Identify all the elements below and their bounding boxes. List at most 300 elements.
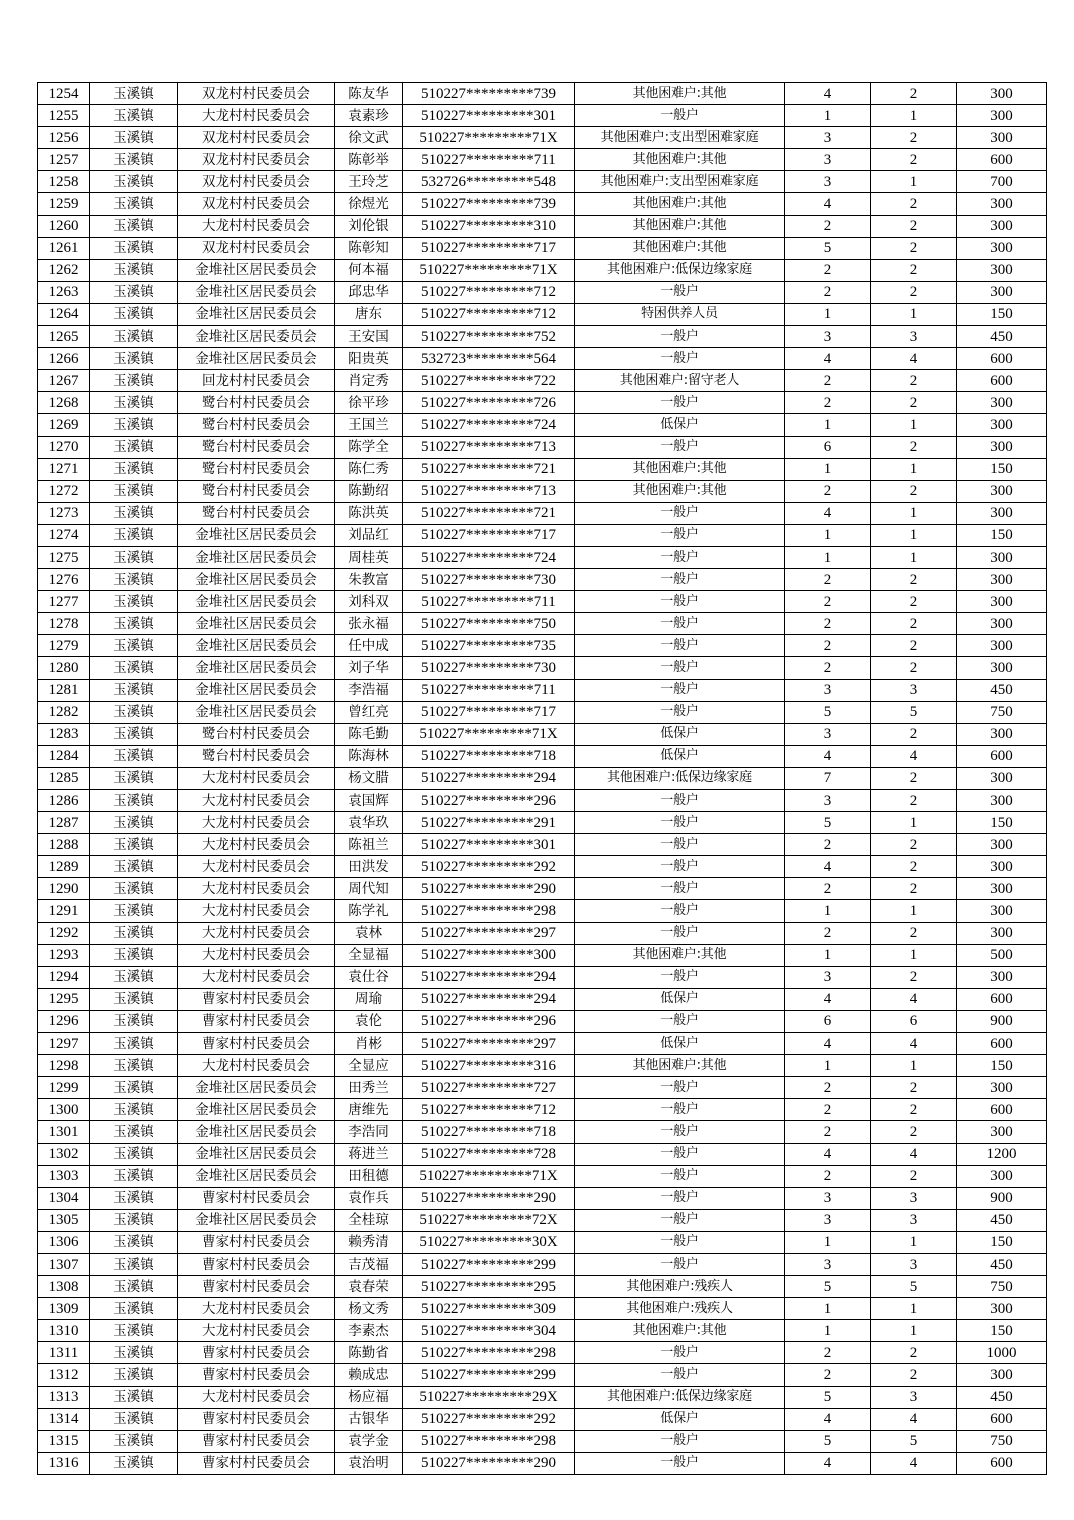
township-cell: 玉溪镇	[90, 1055, 178, 1077]
family-size-cell: 1	[785, 458, 871, 480]
id-number-cell: 510227*********730	[403, 569, 575, 591]
township-cell: 玉溪镇	[90, 1364, 178, 1386]
amount-cell: 300	[957, 922, 1047, 944]
committee-cell: 大龙村村民委员会	[178, 1386, 335, 1408]
table-row	[38, 326, 1047, 348]
row-number-cell: 1262	[38, 259, 90, 281]
township-cell: 玉溪镇	[90, 966, 178, 988]
township-cell: 玉溪镇	[90, 1231, 178, 1253]
household-type-cell: 一般户	[575, 1231, 785, 1253]
amount-cell: 750	[957, 1430, 1047, 1452]
aided-count-cell: 2	[871, 591, 957, 613]
row-number-cell: 1284	[38, 745, 90, 767]
person-name-cell: 刘子华	[335, 657, 403, 679]
family-size-cell: 3	[785, 171, 871, 193]
committee-cell: 鹭台村村民委员会	[178, 745, 335, 767]
row-number-cell: 1273	[38, 502, 90, 524]
table-row	[38, 812, 1047, 834]
id-number-cell: 510227*********713	[403, 436, 575, 458]
aided-count-cell: 1	[871, 944, 957, 966]
amount-cell: 600	[957, 1099, 1047, 1121]
household-type-cell: 一般户	[575, 1187, 785, 1209]
household-type-cell: 一般户	[575, 348, 785, 370]
family-size-cell: 3	[785, 326, 871, 348]
committee-cell: 曹家村村民委员会	[178, 1342, 335, 1364]
row-number-cell: 1287	[38, 812, 90, 834]
id-number-cell: 510227*********301	[403, 105, 575, 127]
person-name-cell: 赖成忠	[335, 1364, 403, 1386]
family-size-cell: 2	[785, 1364, 871, 1386]
family-size-cell: 4	[785, 83, 871, 105]
committee-cell: 金堆社区居民委员会	[178, 259, 335, 281]
family-size-cell: 3	[785, 1253, 871, 1275]
id-number-cell: 510227*********296	[403, 790, 575, 812]
township-cell: 玉溪镇	[90, 127, 178, 149]
family-size-cell: 4	[785, 1452, 871, 1474]
row-number-cell: 1272	[38, 480, 90, 502]
aided-count-cell: 5	[871, 1430, 957, 1452]
amount-cell: 750	[957, 1276, 1047, 1298]
household-type-cell: 低保户	[575, 414, 785, 436]
family-size-cell: 2	[785, 1342, 871, 1364]
amount-cell: 300	[957, 1364, 1047, 1386]
person-name-cell: 蒋进兰	[335, 1143, 403, 1165]
amount-cell: 1000	[957, 1342, 1047, 1364]
amount-cell: 300	[957, 215, 1047, 237]
table-row	[38, 171, 1047, 193]
row-number-cell: 1299	[38, 1077, 90, 1099]
township-cell: 玉溪镇	[90, 171, 178, 193]
table-row	[38, 105, 1047, 127]
amount-cell: 300	[957, 105, 1047, 127]
township-cell: 玉溪镇	[90, 1209, 178, 1231]
person-name-cell: 张永福	[335, 613, 403, 635]
amount-cell: 300	[957, 1298, 1047, 1320]
person-name-cell: 陈洪英	[335, 502, 403, 524]
household-type-cell: 一般户	[575, 1077, 785, 1099]
id-number-cell: 510227*********299	[403, 1364, 575, 1386]
township-cell: 玉溪镇	[90, 414, 178, 436]
township-cell: 玉溪镇	[90, 878, 178, 900]
aided-count-cell: 2	[871, 922, 957, 944]
id-number-cell: 510227*********296	[403, 1010, 575, 1032]
committee-cell: 金堆社区居民委员会	[178, 326, 335, 348]
row-number-cell: 1316	[38, 1452, 90, 1474]
aided-count-cell: 4	[871, 745, 957, 767]
family-size-cell: 2	[785, 1099, 871, 1121]
id-number-cell: 510227*********712	[403, 1099, 575, 1121]
township-cell: 玉溪镇	[90, 281, 178, 303]
person-name-cell: 肖彬	[335, 1033, 403, 1055]
person-name-cell: 陈学全	[335, 436, 403, 458]
family-size-cell: 2	[785, 281, 871, 303]
household-type-cell: 一般户	[575, 1430, 785, 1452]
amount-cell: 300	[957, 546, 1047, 568]
person-name-cell: 徐文武	[335, 127, 403, 149]
aided-count-cell: 2	[871, 83, 957, 105]
id-number-cell: 510227*********71X	[403, 1165, 575, 1187]
amount-cell: 300	[957, 767, 1047, 789]
id-number-cell: 510227*********750	[403, 613, 575, 635]
committee-cell: 金堆社区居民委员会	[178, 281, 335, 303]
aided-count-cell: 2	[871, 657, 957, 679]
row-number-cell: 1308	[38, 1276, 90, 1298]
person-name-cell: 李素杰	[335, 1320, 403, 1342]
household-type-cell: 一般户	[575, 502, 785, 524]
aided-count-cell: 2	[871, 723, 957, 745]
table-row	[38, 436, 1047, 458]
table-row	[38, 1055, 1047, 1077]
row-number-cell: 1282	[38, 701, 90, 723]
family-size-cell: 3	[785, 723, 871, 745]
amount-cell: 300	[957, 569, 1047, 591]
committee-cell: 金堆社区居民委员会	[178, 701, 335, 723]
family-size-cell: 5	[785, 1276, 871, 1298]
person-name-cell: 曾红亮	[335, 701, 403, 723]
township-cell: 玉溪镇	[90, 1077, 178, 1099]
family-size-cell: 2	[785, 1121, 871, 1143]
township-cell: 玉溪镇	[90, 1099, 178, 1121]
table-row	[38, 149, 1047, 171]
household-type-cell: 一般户	[575, 701, 785, 723]
household-type-cell: 低保户	[575, 745, 785, 767]
id-number-cell: 510227*********713	[403, 480, 575, 502]
committee-cell: 曹家村村民委员会	[178, 1408, 335, 1430]
person-name-cell: 唐维先	[335, 1099, 403, 1121]
row-number-cell: 1293	[38, 944, 90, 966]
family-size-cell: 6	[785, 436, 871, 458]
committee-cell: 曹家村村民委员会	[178, 1187, 335, 1209]
household-type-cell: 低保户	[575, 1408, 785, 1430]
table-row	[38, 944, 1047, 966]
township-cell: 玉溪镇	[90, 591, 178, 613]
family-size-cell: 2	[785, 392, 871, 414]
person-name-cell: 刘伦银	[335, 215, 403, 237]
household-type-cell: 其他困难户:支出型困难家庭	[575, 127, 785, 149]
family-size-cell: 3	[785, 966, 871, 988]
row-number-cell: 1314	[38, 1408, 90, 1430]
row-number-cell: 1296	[38, 1010, 90, 1032]
committee-cell: 金堆社区居民委员会	[178, 546, 335, 568]
household-type-cell: 其他困难户:其他	[575, 480, 785, 502]
amount-cell: 500	[957, 944, 1047, 966]
township-cell: 玉溪镇	[90, 1121, 178, 1143]
amount-cell: 300	[957, 613, 1047, 635]
amount-cell: 300	[957, 1077, 1047, 1099]
family-size-cell: 5	[785, 701, 871, 723]
row-number-cell: 1257	[38, 149, 90, 171]
family-size-cell: 4	[785, 745, 871, 767]
committee-cell: 鹭台村村民委员会	[178, 502, 335, 524]
row-number-cell: 1264	[38, 303, 90, 325]
person-name-cell: 古银华	[335, 1408, 403, 1430]
family-size-cell: 6	[785, 1010, 871, 1032]
committee-cell: 大龙村村民委员会	[178, 767, 335, 789]
table-row	[38, 1408, 1047, 1430]
committee-cell: 金堆社区居民委员会	[178, 1121, 335, 1143]
family-size-cell: 4	[785, 348, 871, 370]
person-name-cell: 袁作兵	[335, 1187, 403, 1209]
family-size-cell: 2	[785, 370, 871, 392]
person-name-cell: 陈毛勤	[335, 723, 403, 745]
table-row	[38, 701, 1047, 723]
person-name-cell: 陈仁秀	[335, 458, 403, 480]
amount-cell: 300	[957, 657, 1047, 679]
person-name-cell: 袁伦	[335, 1010, 403, 1032]
person-name-cell: 陈海林	[335, 745, 403, 767]
township-cell: 玉溪镇	[90, 723, 178, 745]
id-number-cell: 510227*********739	[403, 83, 575, 105]
amount-cell: 300	[957, 834, 1047, 856]
row-number-cell: 1290	[38, 878, 90, 900]
household-type-cell: 一般户	[575, 812, 785, 834]
amount-cell: 300	[957, 591, 1047, 613]
committee-cell: 双龙村村民委员会	[178, 171, 335, 193]
table-row	[38, 613, 1047, 635]
committee-cell: 曹家村村民委员会	[178, 1430, 335, 1452]
amount-cell: 600	[957, 745, 1047, 767]
person-name-cell: 周桂英	[335, 546, 403, 568]
id-number-cell: 510227*********728	[403, 1143, 575, 1165]
family-size-cell: 3	[785, 679, 871, 701]
aided-count-cell: 1	[871, 105, 957, 127]
id-number-cell: 510227*********294	[403, 767, 575, 789]
family-size-cell: 2	[785, 657, 871, 679]
township-cell: 玉溪镇	[90, 105, 178, 127]
township-cell: 玉溪镇	[90, 1165, 178, 1187]
committee-cell: 金堆社区居民委员会	[178, 569, 335, 591]
township-cell: 玉溪镇	[90, 480, 178, 502]
amount-cell: 150	[957, 524, 1047, 546]
person-name-cell: 袁学金	[335, 1430, 403, 1452]
id-number-cell: 510227*********739	[403, 193, 575, 215]
table-row	[38, 1386, 1047, 1408]
aided-count-cell: 2	[871, 1364, 957, 1386]
household-type-cell: 一般户	[575, 1099, 785, 1121]
committee-cell: 金堆社区居民委员会	[178, 1165, 335, 1187]
amount-cell: 450	[957, 326, 1047, 348]
family-size-cell: 5	[785, 812, 871, 834]
row-number-cell: 1289	[38, 856, 90, 878]
family-size-cell: 1	[785, 1055, 871, 1077]
household-type-cell: 一般户	[575, 1165, 785, 1187]
family-size-cell: 1	[785, 546, 871, 568]
township-cell: 玉溪镇	[90, 237, 178, 259]
table-row	[38, 966, 1047, 988]
table-row	[38, 723, 1047, 745]
id-number-cell: 510227*********718	[403, 1121, 575, 1143]
table-row	[38, 767, 1047, 789]
id-number-cell: 510227*********718	[403, 745, 575, 767]
aided-count-cell: 2	[871, 480, 957, 502]
id-number-cell: 510227*********735	[403, 635, 575, 657]
aided-count-cell: 2	[871, 259, 957, 281]
id-number-cell: 510227*********721	[403, 502, 575, 524]
row-number-cell: 1307	[38, 1253, 90, 1275]
id-number-cell: 510227*********711	[403, 591, 575, 613]
family-size-cell: 3	[785, 127, 871, 149]
amount-cell: 300	[957, 259, 1047, 281]
person-name-cell: 袁素珍	[335, 105, 403, 127]
family-size-cell: 5	[785, 1430, 871, 1452]
person-name-cell: 陈祖兰	[335, 834, 403, 856]
amount-cell: 300	[957, 436, 1047, 458]
person-name-cell: 朱教富	[335, 569, 403, 591]
household-type-cell: 一般户	[575, 1143, 785, 1165]
aided-count-cell: 2	[871, 635, 957, 657]
committee-cell: 大龙村村民委员会	[178, 1298, 335, 1320]
table-row	[38, 303, 1047, 325]
household-type-cell: 一般户	[575, 105, 785, 127]
person-name-cell: 肖定秀	[335, 370, 403, 392]
aided-count-cell: 2	[871, 856, 957, 878]
id-number-cell: 510227*********712	[403, 303, 575, 325]
table-row	[38, 524, 1047, 546]
aided-count-cell: 1	[871, 812, 957, 834]
table-row	[38, 546, 1047, 568]
amount-cell: 150	[957, 1055, 1047, 1077]
township-cell: 玉溪镇	[90, 1342, 178, 1364]
person-name-cell: 全显应	[335, 1055, 403, 1077]
row-number-cell: 1313	[38, 1386, 90, 1408]
household-type-cell: 低保户	[575, 988, 785, 1010]
aided-count-cell: 2	[871, 370, 957, 392]
township-cell: 玉溪镇	[90, 303, 178, 325]
amount-cell: 750	[957, 701, 1047, 723]
household-type-cell: 一般户	[575, 1364, 785, 1386]
township-cell: 玉溪镇	[90, 701, 178, 723]
person-name-cell: 陈勤省	[335, 1342, 403, 1364]
household-type-cell: 一般户	[575, 524, 785, 546]
township-cell: 玉溪镇	[90, 767, 178, 789]
person-name-cell: 任中成	[335, 635, 403, 657]
person-name-cell: 王国兰	[335, 414, 403, 436]
committee-cell: 双龙村村民委员会	[178, 127, 335, 149]
table-row	[38, 414, 1047, 436]
family-size-cell: 4	[785, 856, 871, 878]
id-number-cell: 510227*********298	[403, 1430, 575, 1452]
person-name-cell: 陈学礼	[335, 900, 403, 922]
committee-cell: 鹭台村村民委员会	[178, 458, 335, 480]
id-number-cell: 510227*********717	[403, 524, 575, 546]
committee-cell: 金堆社区居民委员会	[178, 635, 335, 657]
person-name-cell: 杨应福	[335, 1386, 403, 1408]
household-type-cell: 其他困难户:其他	[575, 193, 785, 215]
table-row	[38, 745, 1047, 767]
family-size-cell: 1	[785, 414, 871, 436]
amount-cell: 600	[957, 1452, 1047, 1474]
household-type-cell: 其他困难户:其他	[575, 215, 785, 237]
id-number-cell: 510227*********752	[403, 326, 575, 348]
township-cell: 玉溪镇	[90, 944, 178, 966]
committee-cell: 金堆社区居民委员会	[178, 591, 335, 613]
table-row	[38, 1452, 1047, 1474]
person-name-cell: 周代知	[335, 878, 403, 900]
aided-count-cell: 3	[871, 1386, 957, 1408]
family-size-cell: 2	[785, 613, 871, 635]
person-name-cell: 袁春荣	[335, 1276, 403, 1298]
committee-cell: 大龙村村民委员会	[178, 834, 335, 856]
aided-count-cell: 2	[871, 1099, 957, 1121]
amount-cell: 300	[957, 502, 1047, 524]
township-cell: 玉溪镇	[90, 1452, 178, 1474]
row-number-cell: 1302	[38, 1143, 90, 1165]
household-type-cell: 一般户	[575, 856, 785, 878]
row-number-cell: 1288	[38, 834, 90, 856]
id-number-cell: 510227*********724	[403, 414, 575, 436]
committee-cell: 双龙村村民委员会	[178, 237, 335, 259]
committee-cell: 曹家村村民委员会	[178, 1253, 335, 1275]
aided-count-cell: 2	[871, 193, 957, 215]
household-type-cell: 一般户	[575, 613, 785, 635]
household-type-cell: 其他困难户:其他	[575, 83, 785, 105]
household-type-cell: 一般户	[575, 392, 785, 414]
amount-cell: 300	[957, 193, 1047, 215]
row-number-cell: 1281	[38, 679, 90, 701]
row-number-cell: 1265	[38, 326, 90, 348]
household-type-cell: 其他困难户:低保边缘家庭	[575, 1386, 785, 1408]
id-number-cell: 510227*********71X	[403, 127, 575, 149]
household-type-cell: 一般户	[575, 281, 785, 303]
amount-cell: 300	[957, 83, 1047, 105]
person-name-cell: 田秀兰	[335, 1077, 403, 1099]
household-type-cell: 一般户	[575, 1121, 785, 1143]
aided-count-cell: 1	[871, 171, 957, 193]
committee-cell: 金堆社区居民委员会	[178, 303, 335, 325]
id-number-cell: 510227*********301	[403, 834, 575, 856]
table-row	[38, 657, 1047, 679]
aided-count-cell: 1	[871, 303, 957, 325]
amount-cell: 150	[957, 1231, 1047, 1253]
row-number-cell: 1300	[38, 1099, 90, 1121]
household-type-cell: 一般户	[575, 635, 785, 657]
amount-cell: 900	[957, 1010, 1047, 1032]
table-row	[38, 83, 1047, 105]
table-row	[38, 1364, 1047, 1386]
amount-cell: 600	[957, 988, 1047, 1010]
township-cell: 玉溪镇	[90, 1430, 178, 1452]
family-size-cell: 1	[785, 524, 871, 546]
aided-count-cell: 5	[871, 1276, 957, 1298]
township-cell: 玉溪镇	[90, 1010, 178, 1032]
table-row	[38, 569, 1047, 591]
aided-count-cell: 1	[871, 1055, 957, 1077]
committee-cell: 双龙村村民委员会	[178, 83, 335, 105]
aided-count-cell: 1	[871, 458, 957, 480]
aided-count-cell: 1	[871, 524, 957, 546]
committee-cell: 大龙村村民委员会	[178, 1055, 335, 1077]
person-name-cell: 邱忠华	[335, 281, 403, 303]
amount-cell: 300	[957, 127, 1047, 149]
amount-cell: 1200	[957, 1143, 1047, 1165]
committee-cell: 曹家村村民委员会	[178, 1276, 335, 1298]
id-number-cell: 510227*********316	[403, 1055, 575, 1077]
row-number-cell: 1271	[38, 458, 90, 480]
person-name-cell: 全显福	[335, 944, 403, 966]
township-cell: 玉溪镇	[90, 812, 178, 834]
row-number-cell: 1270	[38, 436, 90, 458]
row-number-cell: 1276	[38, 569, 90, 591]
township-cell: 玉溪镇	[90, 1298, 178, 1320]
person-name-cell: 吉茂福	[335, 1253, 403, 1275]
household-type-cell: 其他困难户:其他	[575, 237, 785, 259]
aided-count-cell: 1	[871, 900, 957, 922]
household-type-cell: 其他困难户:其他	[575, 944, 785, 966]
table-row	[38, 988, 1047, 1010]
committee-cell: 大龙村村民委员会	[178, 105, 335, 127]
committee-cell: 大龙村村民委员会	[178, 878, 335, 900]
id-number-cell: 510227*********72X	[403, 1209, 575, 1231]
